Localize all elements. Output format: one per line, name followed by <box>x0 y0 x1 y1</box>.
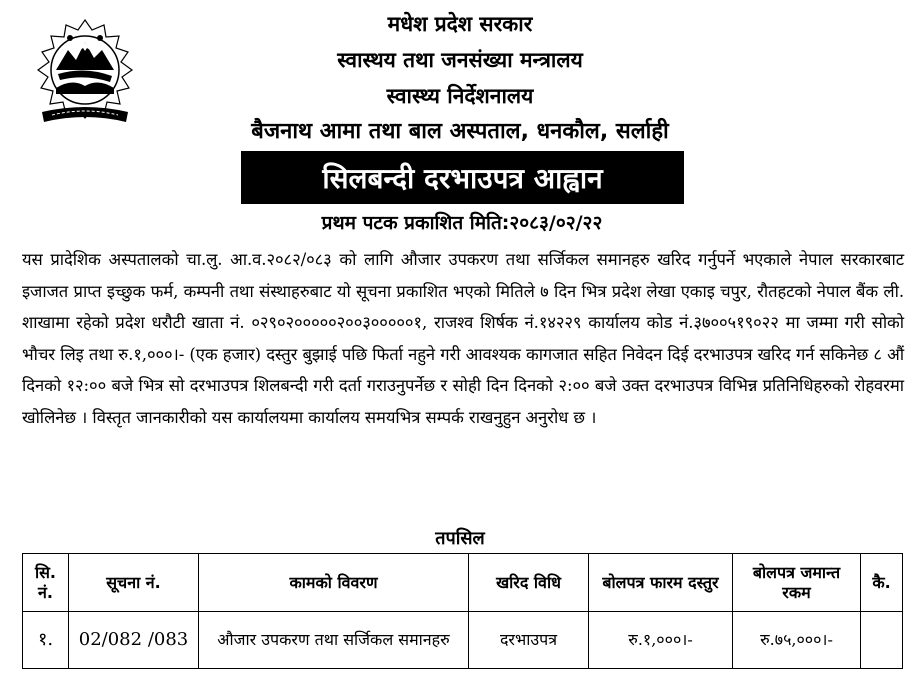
col-header-remarks: कै. <box>861 554 903 612</box>
header-province-name: मधेश प्रदेश सरकार <box>387 12 533 36</box>
cell-remarks <box>861 612 903 669</box>
table-caption: तपसिल <box>435 528 485 549</box>
cell-work-description: औजार उपकरण तथा सर्जिकल समानहरु <box>199 612 469 669</box>
header-hospital-name: बैजनाथ आमा तथा बाल अस्पताल, धनकौल, सर्लाही <box>251 119 669 144</box>
cell-form-fee: रु.१,०००।- <box>589 612 733 669</box>
details-table <box>22 553 903 669</box>
cell-procurement-method: दरभाउपत्र <box>469 612 589 669</box>
header-ministry-name: स्वास्थय तथा जनसंख्या मन्त्रालय <box>337 48 583 72</box>
col-header-work-description: कामको विवरण <box>199 554 469 612</box>
col-header-notice-no: सूचना नं. <box>69 554 199 612</box>
table-row <box>23 612 903 669</box>
col-header-bid-security: बोलपत्र जमान्त रकम <box>733 554 861 612</box>
cell-notice-no: 02/082 /083 <box>69 612 199 669</box>
table-header-row <box>23 554 903 612</box>
cell-serial: १. <box>23 612 69 669</box>
cell-bid-security: रु.७५,०००।- <box>733 612 861 669</box>
col-header-serial: सि. नं. <box>23 554 69 612</box>
published-date: प्रथम पटक प्रकाशित मिति:२०८३/०२/२२ <box>321 212 603 234</box>
notice-title: सिलबन्दी दरभाउपत्र आह्वान <box>322 161 603 195</box>
notice-body: यस प्रादेशिक अस्पतालको चा.लु. आ.व.२०८२/०८३ को लागि औजार उपकरण तथा सर्जिकल समानहरु खरिद गर्नुपर्ने भएकाले नेपाल सरकारबाट इजाजत प्राप्त इच्छुक फर्म, कम्पनी तथा संस्थाहरुबाट यो सूचना प्रकाशित भएको मितिले ७ दिन भित्र प्रदेश लेखा एकाइ चपुर, रौतहटको नेपाल बैंक ली. शाखामा रहेको प्रदेश धरौटी खाता नं. ०२९०२०००००२००३०००००१, राजश्व शिर्षक नं.१४२२९ कार्यालय कोड नं.३७००५१९०२२ मा जम्मा गरी सोको भौचर लिइ तथा रु.१,०००।- (एक हजार) दस्तुर बुझाई पछि फिर्ता नहुने गरी आवश्यक कागजात सहित निवेदन दिई दरभाउपत्र खरिद गर्न सकिनेछ ८ औं दिनको १२:०० बजे भित्र सो दरभाउपत्र शिलबन्दी गरी दर्ता गराउनुपर्नेछ र सोही दिन दिनको २:०० बजे उक्त दरभाउपत्र विभिन्न प्रतिनिधिहरुको रोहवरमा खोलिनेछ । विस्तृत जानकारीको यस कार्यालयमा कार्यालय समयभित्र सम्पर्क राखनुहुन अनुरोध छ । <box>22 250 904 427</box>
col-header-form-fee: बोलपत्र फारम दस्तुर <box>589 554 733 612</box>
nepal-government-emblem-icon <box>22 14 148 132</box>
header-directorate-name: स्वास्थ्य निर्देशनालय <box>386 84 534 108</box>
notice-title-banner <box>241 151 684 204</box>
col-header-procurement-method: खरिद विधि <box>469 554 589 612</box>
